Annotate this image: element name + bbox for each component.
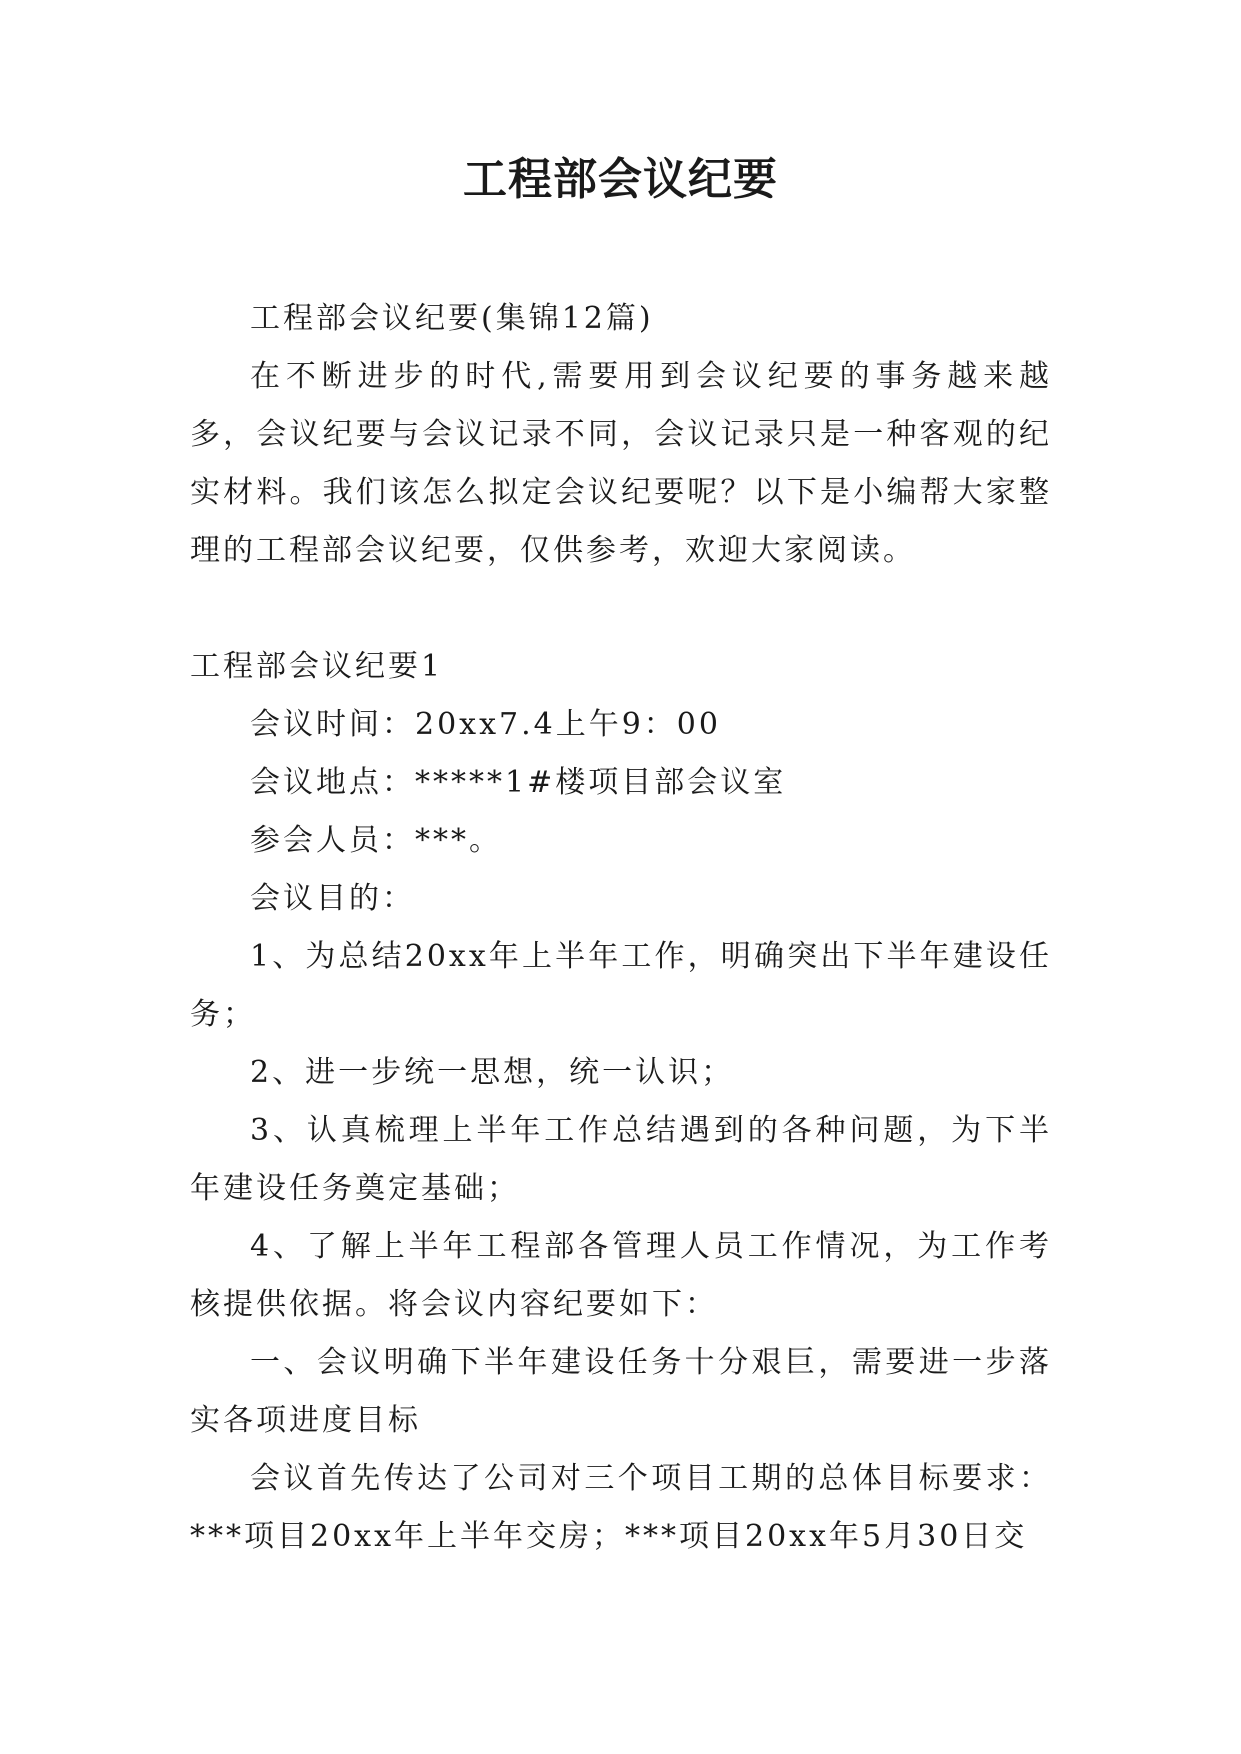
- meeting-time: 会议时间：20xx7.4上午9：00: [250, 707, 721, 742]
- paragraph-spacer: [190, 580, 1052, 638]
- purpose-item: 1、为总结20xx年上半年工作，明确突出下半年建设任务；: [190, 939, 1052, 1032]
- meeting-attendees: 参会人员：***。: [250, 823, 502, 858]
- purpose-item: 2、进一步统一思想，统一认识；: [250, 1055, 735, 1090]
- purpose-label: 会议目的：: [250, 881, 415, 916]
- document-body: [190, 290, 1052, 1566]
- point-one-detail: 会议首先传达了公司对三个项目工期的总体目标要求：***项目20xx年上半年交房；***项目20xx年5月30日交: [190, 1461, 1052, 1554]
- section-heading: 工程部会议纪要1: [190, 649, 444, 684]
- point-one-heading: 一、会议明确下半年建设任务十分艰巨，需要进一步落实各项进度目标: [190, 1345, 1052, 1438]
- document-title: 工程部会议纪要: [463, 154, 778, 205]
- purpose-item: 3、认真梳理上半年工作总结遇到的各种问题，为下半年建设任务奠定基础；: [190, 1113, 1052, 1206]
- meeting-place: 会议地点：*****1#楼项目部会议室: [250, 765, 787, 800]
- document-subtitle: 工程部会议纪要(集锦12篇): [250, 301, 654, 336]
- intro-paragraph: 在不断进步的时代,需要用到会议纪要的事务越来越多，会议纪要与会议记录不同，会议记录只是一种客观的纪实材料。我们该怎么拟定会议纪要呢？以下是小编帮大家整理的工程部会议纪要，仅供参考，欢迎大家阅读。: [190, 359, 1052, 568]
- purpose-item: 4、了解上半年工程部各管理人员工作情况，为工作考核提供依据。将会议内容纪要如下：: [190, 1229, 1052, 1322]
